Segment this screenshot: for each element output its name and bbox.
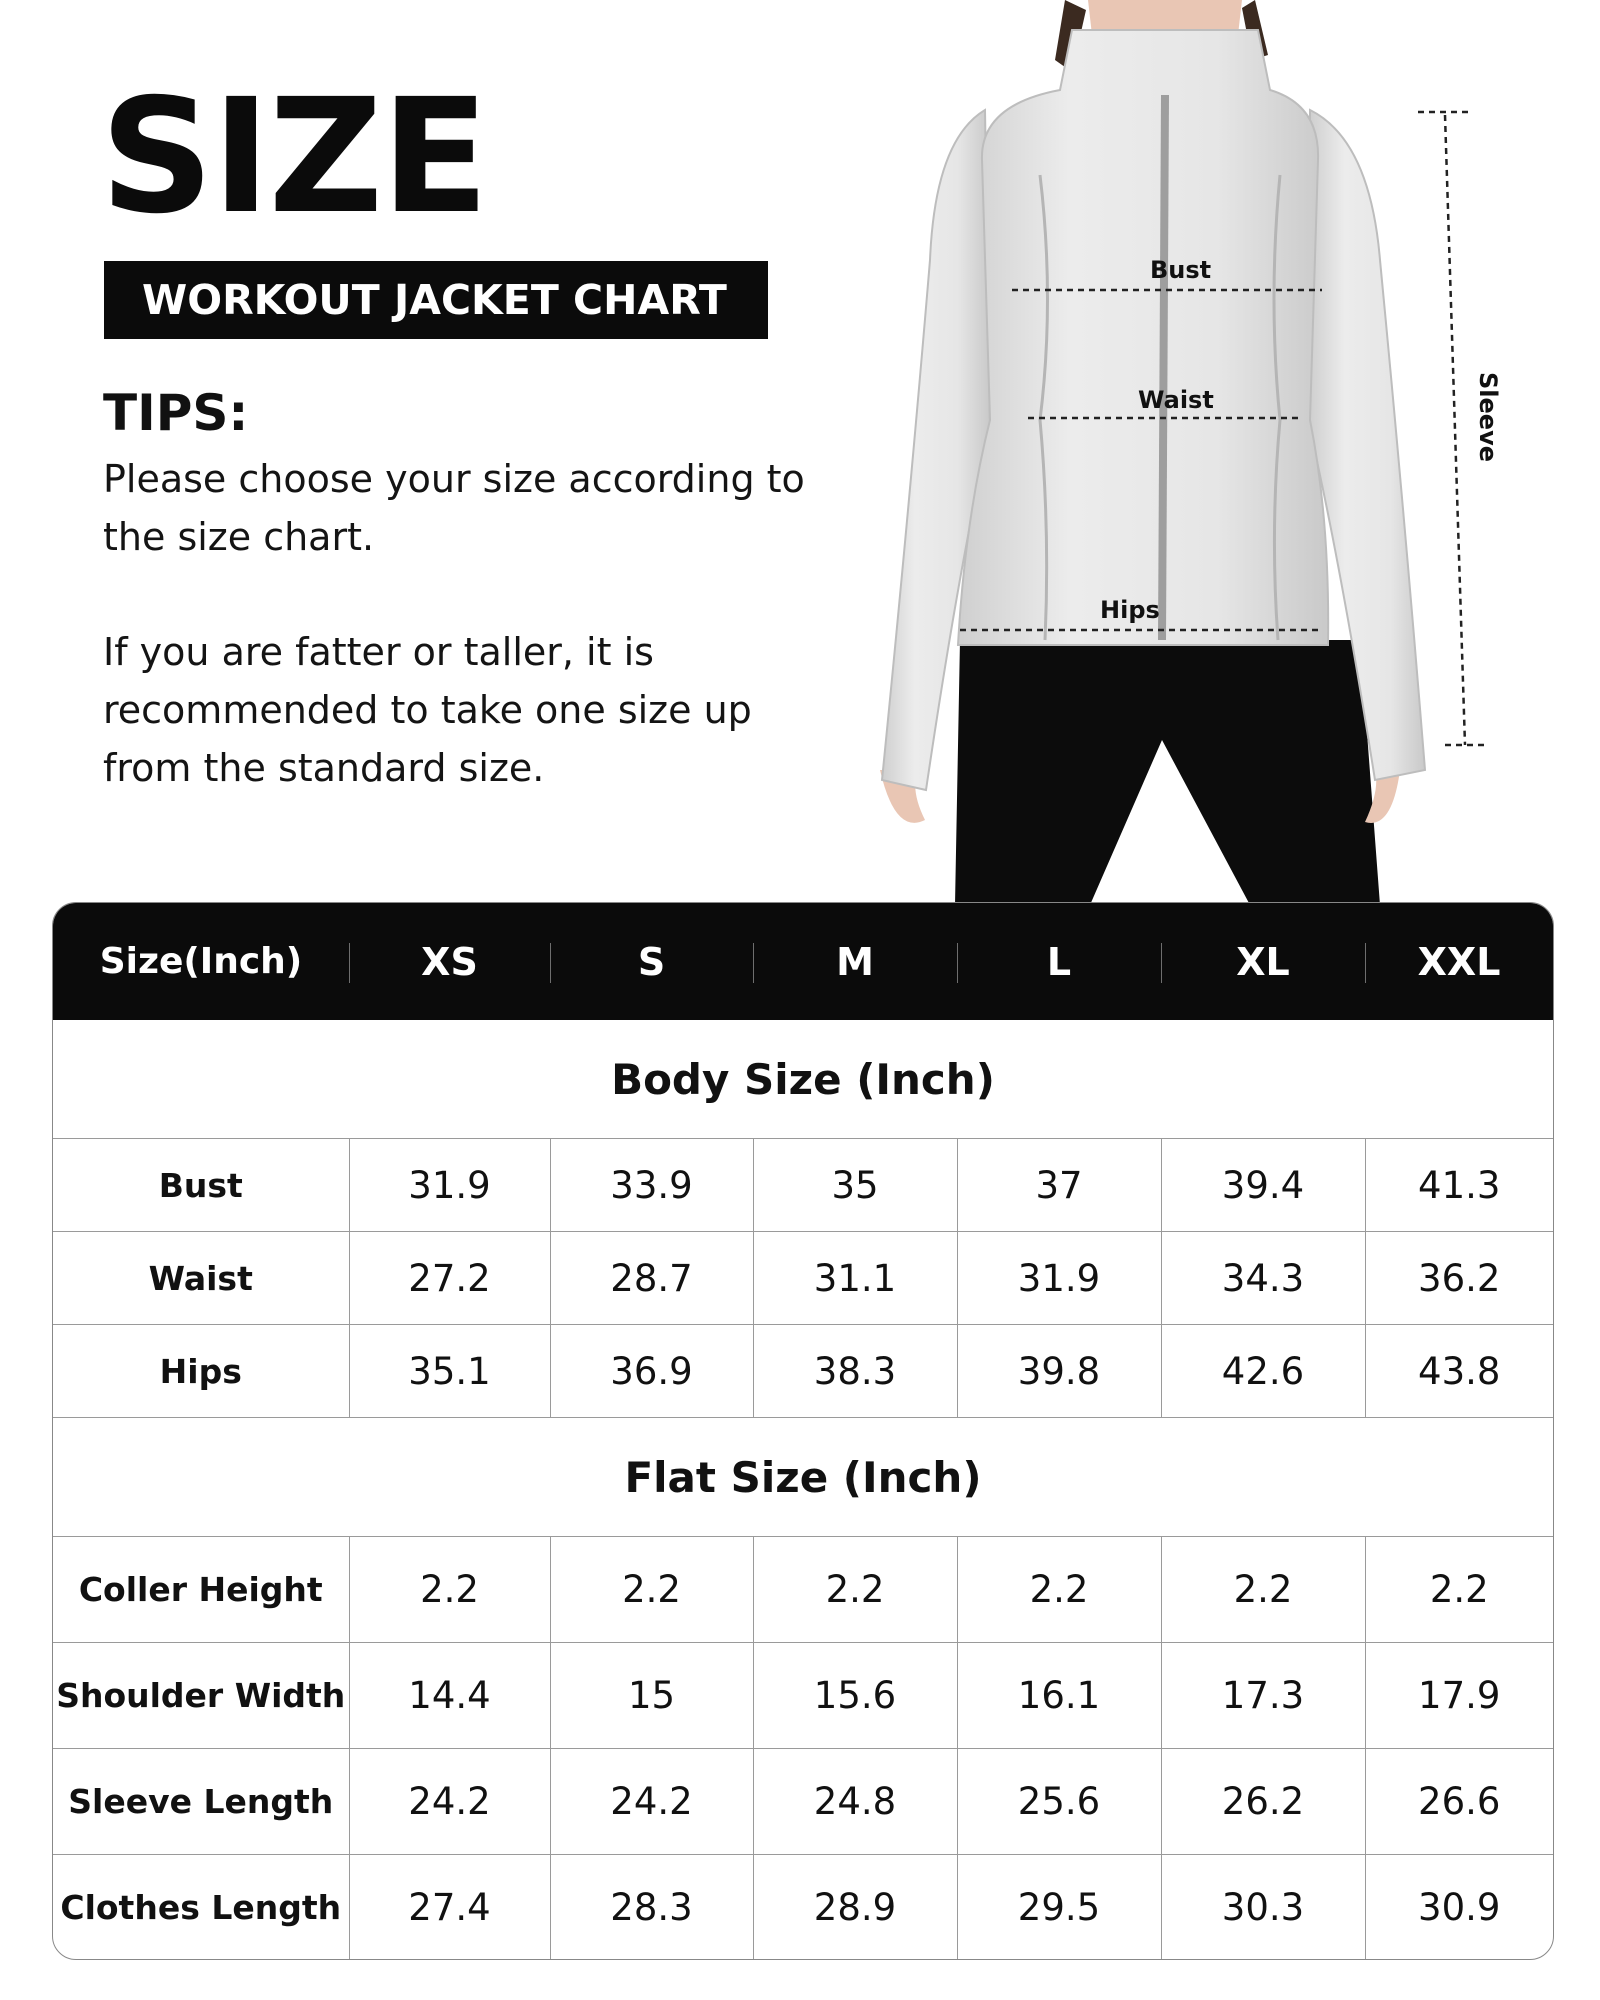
table-row xyxy=(53,1232,1553,1325)
table-cell: 34.3 xyxy=(1161,1232,1365,1325)
table-row xyxy=(53,1325,1553,1418)
size-header-row xyxy=(53,903,1553,1020)
row-label: Shoulder Width xyxy=(53,1643,349,1749)
table-cell: 42.6 xyxy=(1161,1325,1365,1418)
sleeve-label: Sleeve xyxy=(1474,372,1502,462)
row-label: Waist xyxy=(53,1232,349,1325)
table-cell: 24.2 xyxy=(550,1749,753,1855)
model-figure xyxy=(840,0,1540,905)
table-cell: 43.8 xyxy=(1365,1325,1553,1418)
table-cell: 38.3 xyxy=(753,1325,957,1418)
table-cell: 2.2 xyxy=(957,1537,1161,1643)
header-size-xl: XL xyxy=(1161,903,1365,1020)
tip-text-1: Please choose your size according to the size chart. xyxy=(103,457,805,559)
table-cell: 31.9 xyxy=(349,1139,550,1232)
table-cell: 24.8 xyxy=(753,1749,957,1855)
bust-label: Bust xyxy=(1150,256,1212,284)
table-cell: 24.2 xyxy=(349,1749,550,1855)
header-size-label: Size(Inch) xyxy=(53,903,349,1020)
size-table xyxy=(53,903,1553,1960)
section-title: Flat Size (Inch) xyxy=(53,1418,1553,1537)
table-cell: 15 xyxy=(550,1643,753,1749)
table-cell: 2.2 xyxy=(349,1537,550,1643)
table-cell: 28.3 xyxy=(550,1855,753,1961)
table-cell: 25.6 xyxy=(957,1749,1161,1855)
table-cell: 28.7 xyxy=(550,1232,753,1325)
table-cell: 2.2 xyxy=(550,1537,753,1643)
table-cell: 30.3 xyxy=(1161,1855,1365,1961)
row-label: Hips xyxy=(53,1325,349,1418)
table-cell: 17.3 xyxy=(1161,1643,1365,1749)
table-cell: 36.2 xyxy=(1365,1232,1553,1325)
table-cell: 16.1 xyxy=(957,1643,1161,1749)
table-cell: 27.2 xyxy=(349,1232,550,1325)
table-cell: 29.5 xyxy=(957,1855,1161,1961)
table-cell: 36.9 xyxy=(550,1325,753,1418)
table-cell: 2.2 xyxy=(1161,1537,1365,1643)
header-size-s: S xyxy=(550,903,753,1020)
table-cell: 35.1 xyxy=(349,1325,550,1418)
size-chart xyxy=(52,902,1554,1960)
table-row xyxy=(53,1749,1553,1855)
tip-text-2: If you are fatter or taller, it is recommended to take one size up from the standard size. xyxy=(103,630,752,790)
header-size-xxl: XXL xyxy=(1365,903,1553,1020)
header-size-l: L xyxy=(957,903,1161,1020)
header-size-m: M xyxy=(753,903,957,1020)
table-cell: 15.6 xyxy=(753,1643,957,1749)
table-cell: 35 xyxy=(753,1139,957,1232)
row-label: Sleeve Length xyxy=(53,1749,349,1855)
table-cell: 17.9 xyxy=(1365,1643,1553,1749)
hips-label: Hips xyxy=(1100,596,1160,624)
table-cell: 30.9 xyxy=(1418,1886,1501,1929)
section-row xyxy=(53,1418,1553,1537)
table-cell: 37 xyxy=(957,1139,1161,1232)
table-row xyxy=(53,1855,1553,1961)
header-size-xs: XS xyxy=(349,903,550,1020)
table-cell: 26.6 xyxy=(1365,1749,1553,1855)
row-label: Bust xyxy=(53,1139,349,1232)
section-row xyxy=(53,1020,1553,1139)
table-cell: 27.4 xyxy=(349,1855,550,1961)
row-label: Coller Height xyxy=(53,1537,349,1643)
table-cell: 39.8 xyxy=(957,1325,1161,1418)
jacket-body xyxy=(958,30,1328,645)
pants-shape xyxy=(955,640,1380,905)
table-row xyxy=(53,1537,1553,1643)
table-row xyxy=(53,1643,1553,1749)
table-row xyxy=(53,1139,1553,1232)
table-cell: 2.2 xyxy=(753,1537,957,1643)
table-cell: 39.4 xyxy=(1161,1139,1365,1232)
row-label: Clothes Length xyxy=(53,1855,349,1961)
table-cell: 33.9 xyxy=(550,1139,753,1232)
table-cell: 31.1 xyxy=(753,1232,957,1325)
waist-label: Waist xyxy=(1138,386,1214,414)
page-title: SIZE xyxy=(100,65,488,249)
table-cell: 14.4 xyxy=(349,1643,550,1749)
chart-banner: WORKOUT JACKET CHART xyxy=(104,261,768,339)
tips-heading: TIPS: xyxy=(103,384,249,442)
section-title: Body Size (Inch) xyxy=(53,1020,1553,1139)
table-cell: 2.2 xyxy=(1365,1537,1553,1643)
table-cell: 26.2 xyxy=(1161,1749,1365,1855)
table-cell: 41.3 xyxy=(1365,1139,1553,1232)
table-cell: 28.9 xyxy=(753,1855,957,1961)
table-cell: 31.9 xyxy=(957,1232,1161,1325)
